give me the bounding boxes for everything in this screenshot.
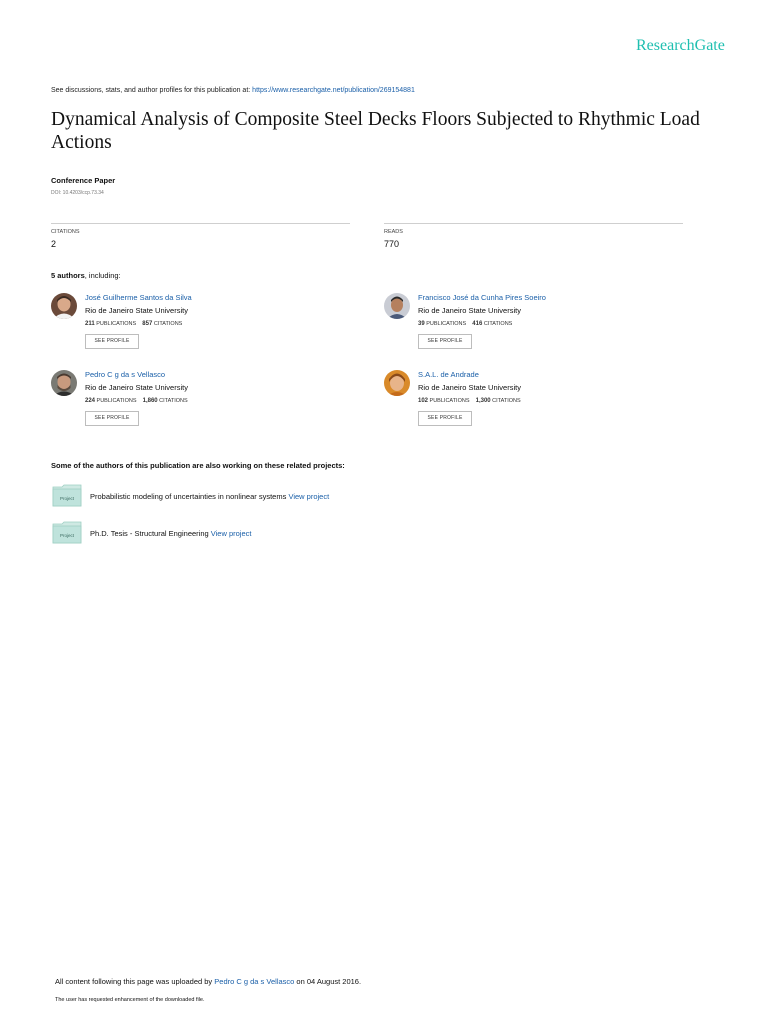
author-citations-count: 1,860 — [142, 398, 158, 404]
author-citations-label: CITATIONS — [483, 321, 513, 327]
author-publications-count: 211 — [85, 321, 95, 327]
authors-suffix: , including: — [84, 271, 121, 280]
paper-type: Conference Paper — [51, 176, 116, 185]
uploader-link[interactable]: Pedro C g da s Vellasco — [214, 977, 295, 986]
author-stats — [85, 321, 182, 327]
author-avatar[interactable] — [384, 293, 410, 319]
researchgate-logo[interactable]: ResearchGate — [636, 37, 725, 54]
related-projects-heading: Some of the authors of this publication are also working on these related projects: — [51, 461, 345, 470]
author-card — [384, 370, 684, 440]
author-citations-count: 1,300 — [475, 398, 491, 404]
author-publications-count: 102 — [418, 398, 429, 404]
author-publications-label: PUBLICATIONS — [96, 321, 137, 327]
author-name-link[interactable]: José Guilherme Santos da Silva — [85, 293, 192, 302]
see-profile-button[interactable]: SEE PROFILE — [85, 334, 139, 349]
project-text — [90, 492, 329, 501]
author-avatar[interactable] — [51, 370, 77, 396]
author-citations-label: CITATIONS — [492, 398, 521, 404]
author-publications-count: 39 — [418, 321, 425, 327]
authors-count: 5 authors — [51, 271, 85, 280]
author-citations-label: CITATIONS — [153, 321, 183, 327]
discussion-prefix: See discussions, stats, and author profiles for this publication at: — [51, 87, 253, 94]
author-publications-count: 224 — [85, 398, 96, 404]
citations-value: 2 — [51, 239, 57, 249]
author-institution: Rio de Janeiro State University — [418, 306, 521, 315]
see-profile-button[interactable]: SEE PROFILE — [85, 411, 139, 426]
author-publications-label: PUBLICATIONS — [96, 398, 137, 404]
author-institution: Rio de Janeiro State University — [85, 306, 188, 315]
project-icon-label: Project — [59, 533, 75, 538]
citations-label: CITATIONS — [51, 229, 80, 235]
author-stats — [418, 321, 512, 327]
view-project-link[interactable]: View project — [288, 492, 330, 501]
see-profile-button[interactable]: SEE PROFILE — [418, 411, 472, 426]
project-title: Probabilistic modeling of uncertainties in nonlinear systems — [90, 492, 287, 501]
author-card — [384, 293, 684, 363]
authors-heading — [51, 271, 121, 280]
reads-label: READS — [384, 229, 403, 235]
project-title: Ph.D. Tesis - Structural Engineering — [90, 529, 209, 538]
enhancement-note: The user has requested enhancement of the downloaded file. — [55, 997, 205, 1003]
reads-value: 770 — [384, 239, 400, 249]
author-card — [51, 293, 351, 363]
publication-url-link[interactable]: https://www.researchgate.net/publication/269154881 — [252, 87, 415, 94]
upload-prefix: All content following this page was uploaded by — [55, 977, 215, 986]
project-text — [90, 529, 251, 538]
see-profile-button[interactable]: SEE PROFILE — [418, 334, 472, 349]
author-name-link[interactable]: Pedro C g da s Vellasco — [85, 370, 166, 379]
author-citations-count: 416 — [472, 321, 483, 327]
author-citations-label: CITATIONS — [159, 398, 188, 404]
author-card — [51, 370, 351, 440]
reads-divider — [384, 223, 683, 224]
author-stats — [418, 398, 521, 404]
project-folder-icon — [52, 484, 82, 507]
author-stats — [85, 398, 188, 404]
citations-divider — [51, 223, 350, 224]
author-avatar[interactable] — [384, 370, 410, 396]
author-institution: Rio de Janeiro State University — [418, 383, 521, 392]
upload-note — [55, 977, 361, 986]
author-name-link[interactable]: S.A.L. de Andrade — [418, 370, 479, 379]
upload-suffix: on 04 August 2016. — [294, 977, 362, 986]
paper-doi: DOI: 10.4203/ccp.73.34 — [51, 190, 104, 196]
project-folder-icon — [52, 521, 82, 544]
discussion-line — [51, 87, 415, 94]
author-avatar[interactable] — [51, 293, 77, 319]
view-project-link[interactable]: View project — [210, 529, 252, 538]
author-citations-count: 857 — [142, 321, 153, 327]
related-project — [52, 484, 652, 508]
author-publications-label: PUBLICATIONS — [426, 321, 467, 327]
author-publications-label: PUBLICATIONS — [429, 398, 470, 404]
related-project — [52, 521, 652, 545]
project-icon-label: Project — [59, 496, 75, 501]
paper-title: Dynamical Analysis of Composite Steel Decks Floors Subjected to Rhythmic Load Actions — [51, 109, 700, 153]
author-name-link[interactable]: Francisco José da Cunha Pires Soeiro — [418, 293, 546, 302]
author-institution: Rio de Janeiro State University — [85, 383, 188, 392]
